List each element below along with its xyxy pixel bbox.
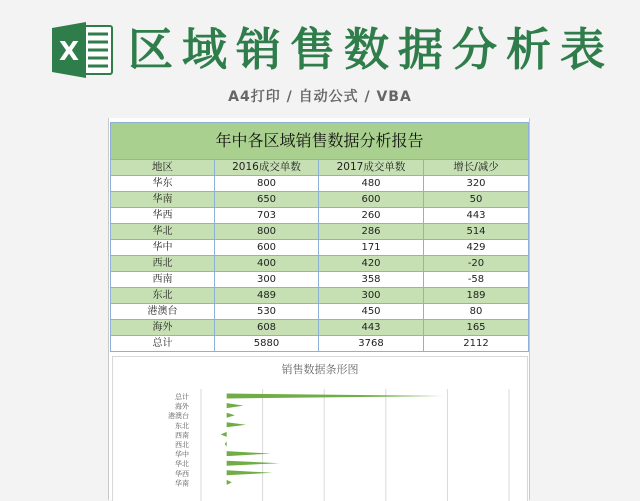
cell-2016-orders[interactable]: 530	[215, 304, 319, 320]
chart-bar	[225, 442, 227, 447]
chart-bar	[227, 451, 271, 456]
cell-2016-orders[interactable]: 489	[215, 288, 319, 304]
cell-change[interactable]: 80	[424, 304, 529, 320]
sheet-left-border	[108, 118, 109, 500]
chart-category-label: 港澳台	[168, 412, 189, 421]
banner	[0, 0, 640, 118]
cell-region[interactable]: 总计	[111, 336, 215, 352]
cell-change[interactable]: 320	[424, 176, 529, 192]
column-header-region[interactable]: 地区	[111, 160, 215, 176]
cell-region[interactable]: 西南	[111, 272, 215, 288]
table-row	[111, 272, 529, 288]
cell-2016-orders[interactable]: 400	[215, 256, 319, 272]
cell-region[interactable]: 华东	[111, 176, 215, 192]
table-row	[111, 240, 529, 256]
logo-letter: X	[58, 37, 80, 67]
table-row	[111, 224, 529, 240]
table-row	[111, 304, 529, 320]
cell-2016-orders[interactable]: 650	[215, 192, 319, 208]
chart-canvas	[113, 357, 527, 501]
table-row	[111, 320, 529, 336]
cell-change[interactable]: -20	[424, 256, 529, 272]
column-header-change[interactable]: 增长/减少	[424, 160, 529, 176]
cell-change[interactable]: 429	[424, 240, 529, 256]
cell-change[interactable]: 165	[424, 320, 529, 336]
cell-change[interactable]: 443	[424, 208, 529, 224]
chart-bar	[227, 403, 244, 408]
cell-2016-orders[interactable]: 800	[215, 176, 319, 192]
chart-bar	[227, 461, 280, 466]
table-row	[111, 288, 529, 304]
page-title: 区域销售数据分析表	[128, 23, 615, 76]
chart-category-label: 海外	[175, 402, 189, 411]
cell-2016-orders[interactable]: 300	[215, 272, 319, 288]
cell-2016-orders[interactable]: 600	[215, 240, 319, 256]
chart-bar	[227, 480, 232, 485]
cell-region[interactable]: 华西	[111, 208, 215, 224]
chart-category-label: 华中	[175, 450, 189, 459]
cell-region[interactable]: 海外	[111, 320, 215, 336]
cell-2016-orders[interactable]: 703	[215, 208, 319, 224]
cell-region[interactable]: 华南	[111, 192, 215, 208]
cell-region[interactable]: 西北	[111, 256, 215, 272]
cell-change[interactable]: 514	[424, 224, 529, 240]
chart-category-label: 总计	[175, 393, 189, 401]
cell-2017-orders[interactable]: 480	[319, 176, 424, 192]
cell-2016-orders[interactable]: 5880	[215, 336, 319, 352]
chart-category-label: 华南	[175, 479, 189, 488]
report-title[interactable]: 年中各区域销售数据分析报告	[111, 123, 529, 160]
cell-2017-orders[interactable]: 443	[319, 320, 424, 336]
cell-2017-orders[interactable]: 600	[319, 192, 424, 208]
cell-2016-orders[interactable]: 800	[215, 224, 319, 240]
cell-2017-orders[interactable]: 420	[319, 256, 424, 272]
cell-2016-orders[interactable]: 608	[215, 320, 319, 336]
table-row	[111, 176, 529, 192]
report-table	[110, 122, 529, 352]
chart-title: 销售数据条形图	[281, 363, 359, 376]
table-header-row	[111, 160, 529, 176]
bar-chart[interactable]	[112, 356, 528, 501]
table-row	[111, 336, 529, 352]
cell-2017-orders[interactable]: 450	[319, 304, 424, 320]
table-row	[111, 208, 529, 224]
cell-2017-orders[interactable]: 260	[319, 208, 424, 224]
cell-2017-orders[interactable]: 358	[319, 272, 424, 288]
cell-2017-orders[interactable]: 3768	[319, 336, 424, 352]
chart-category-label: 西北	[175, 441, 189, 449]
cell-region[interactable]: 华中	[111, 240, 215, 256]
cell-region[interactable]: 东北	[111, 288, 215, 304]
chart-bar	[227, 394, 444, 399]
cell-2017-orders[interactable]: 300	[319, 288, 424, 304]
chart-category-label: 东北	[175, 421, 189, 430]
chart-bar	[221, 432, 227, 437]
cell-change[interactable]: 189	[424, 288, 529, 304]
chart-category-label: 华西	[175, 469, 189, 478]
chart-bar	[227, 413, 235, 418]
column-header-2017-orders[interactable]: 2017成交单数	[319, 160, 424, 176]
cell-region[interactable]: 华北	[111, 224, 215, 240]
cell-2017-orders[interactable]: 171	[319, 240, 424, 256]
chart-bar	[227, 422, 246, 427]
cell-change[interactable]: 2112	[424, 336, 529, 352]
cell-region[interactable]: 港澳台	[111, 304, 215, 320]
chart-category-label: 华北	[175, 460, 189, 469]
cell-change[interactable]: -58	[424, 272, 529, 288]
column-header-2016-orders[interactable]: 2016成交单数	[215, 160, 319, 176]
report-table-wrapper	[110, 122, 528, 352]
table-row	[111, 256, 529, 272]
cell-change[interactable]: 50	[424, 192, 529, 208]
page-subtitle: A4打印 / 自动公式 / VBA	[228, 89, 412, 105]
sheet-right-border	[529, 118, 530, 500]
chart-bar	[227, 470, 272, 475]
cell-2017-orders[interactable]: 286	[319, 224, 424, 240]
chart-category-label: 西南	[175, 431, 189, 440]
report-title-row	[111, 123, 529, 160]
excel-logo-icon	[52, 22, 114, 78]
table-row	[111, 192, 529, 208]
